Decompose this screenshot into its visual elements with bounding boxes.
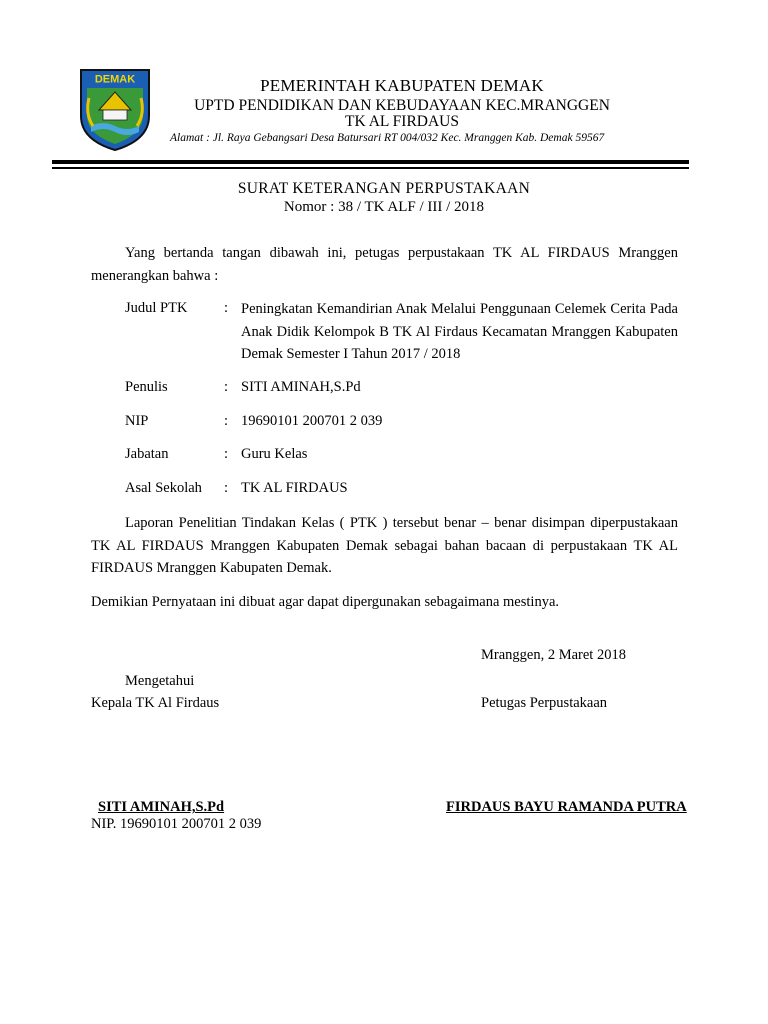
letterhead-line3: TK AL FIRDAUS xyxy=(345,113,459,130)
left-signer-role: Kepala TK Al Firdaus xyxy=(91,695,220,711)
left-signer-name: SITI AMINAH,S.Pd xyxy=(98,799,225,815)
place-date: Mranggen, 2 Maret 2018 xyxy=(481,647,626,663)
field-label-penulis: Penulis xyxy=(125,379,168,395)
document-number: Nomor : 38 / TK ALF / III / 2018 xyxy=(283,199,485,215)
left-signer-pre: Mengetahui xyxy=(125,673,195,689)
intro-paragraph: Yang bertanda tangan dibawah ini, petugas perpustakaan TK AL FIRDAUS Mranggen menerangkan bahwa : xyxy=(91,245,678,284)
letterhead-line2: UPTD PENDIDIKAN DAN KEBUDAYAAN KEC.MRANGGEN xyxy=(194,97,610,114)
logo-text: DEMAK xyxy=(94,73,136,86)
document-title: SURAT KETERANGAN PERPUSTAKAAN xyxy=(237,180,531,197)
right-signer-role: Petugas Perpustakaan xyxy=(481,695,608,711)
right-signer-name: FIRDAUS BAYU RAMANDA PUTRA xyxy=(446,799,687,815)
field-label-judul: Judul PTK xyxy=(125,300,188,316)
field-value-jabatan: Guru Kelas xyxy=(241,446,308,462)
field-label-asal-sekolah: Asal Sekolah xyxy=(125,480,202,496)
field-value-judul: Peningkatan Kemandirian Anak Melalui Penggunaan Celemek Cerita Pada Anak Didik Kelompok B TK Al Firdaus Kecamatan Mranggen Kabupaten Demak Semester I Tahun 2017 / 2018 xyxy=(241,301,678,362)
field-colon: : xyxy=(224,446,229,462)
letterhead-address: Alamat : Jl. Raya Gebangsari Desa Batursari RT 004/032 Kec. Mranggen Kab. Demak 59567 xyxy=(170,132,605,144)
field-colon: : xyxy=(224,413,229,429)
body-paragraph: Laporan Penelitian Tindakan Kelas ( PTK ) tersebut benar – benar disimpan diperpustakaan TK AL FIRDAUS Mranggen Kabupaten Demak sebagai bahan bacaan di perpustakaan TK AL FIRDAUS Mranggen Kabupaten Demak. xyxy=(91,515,678,576)
header-divider-thick xyxy=(52,160,689,164)
header-divider-thin xyxy=(52,167,689,169)
left-signer-nip: NIP. 19690101 200701 2 039 xyxy=(91,816,262,832)
field-label-jabatan: Jabatan xyxy=(125,446,169,462)
field-value-nip: 19690101 200701 2 039 xyxy=(241,413,383,429)
closing-paragraph: Demikian Pernyataan ini dibuat agar dapat dipergunakan sebagaimana mestinya. xyxy=(91,594,560,610)
field-colon: : xyxy=(224,300,229,316)
field-value-asal-sekolah: TK AL FIRDAUS xyxy=(241,480,348,496)
field-label-nip: NIP xyxy=(125,413,149,429)
field-colon: : xyxy=(224,480,229,496)
field-colon: : xyxy=(224,379,229,395)
field-value-penulis: SITI AMINAH,S.Pd xyxy=(241,379,361,395)
letterhead-line1: PEMERINTAH KABUPATEN DEMAK xyxy=(260,76,544,95)
